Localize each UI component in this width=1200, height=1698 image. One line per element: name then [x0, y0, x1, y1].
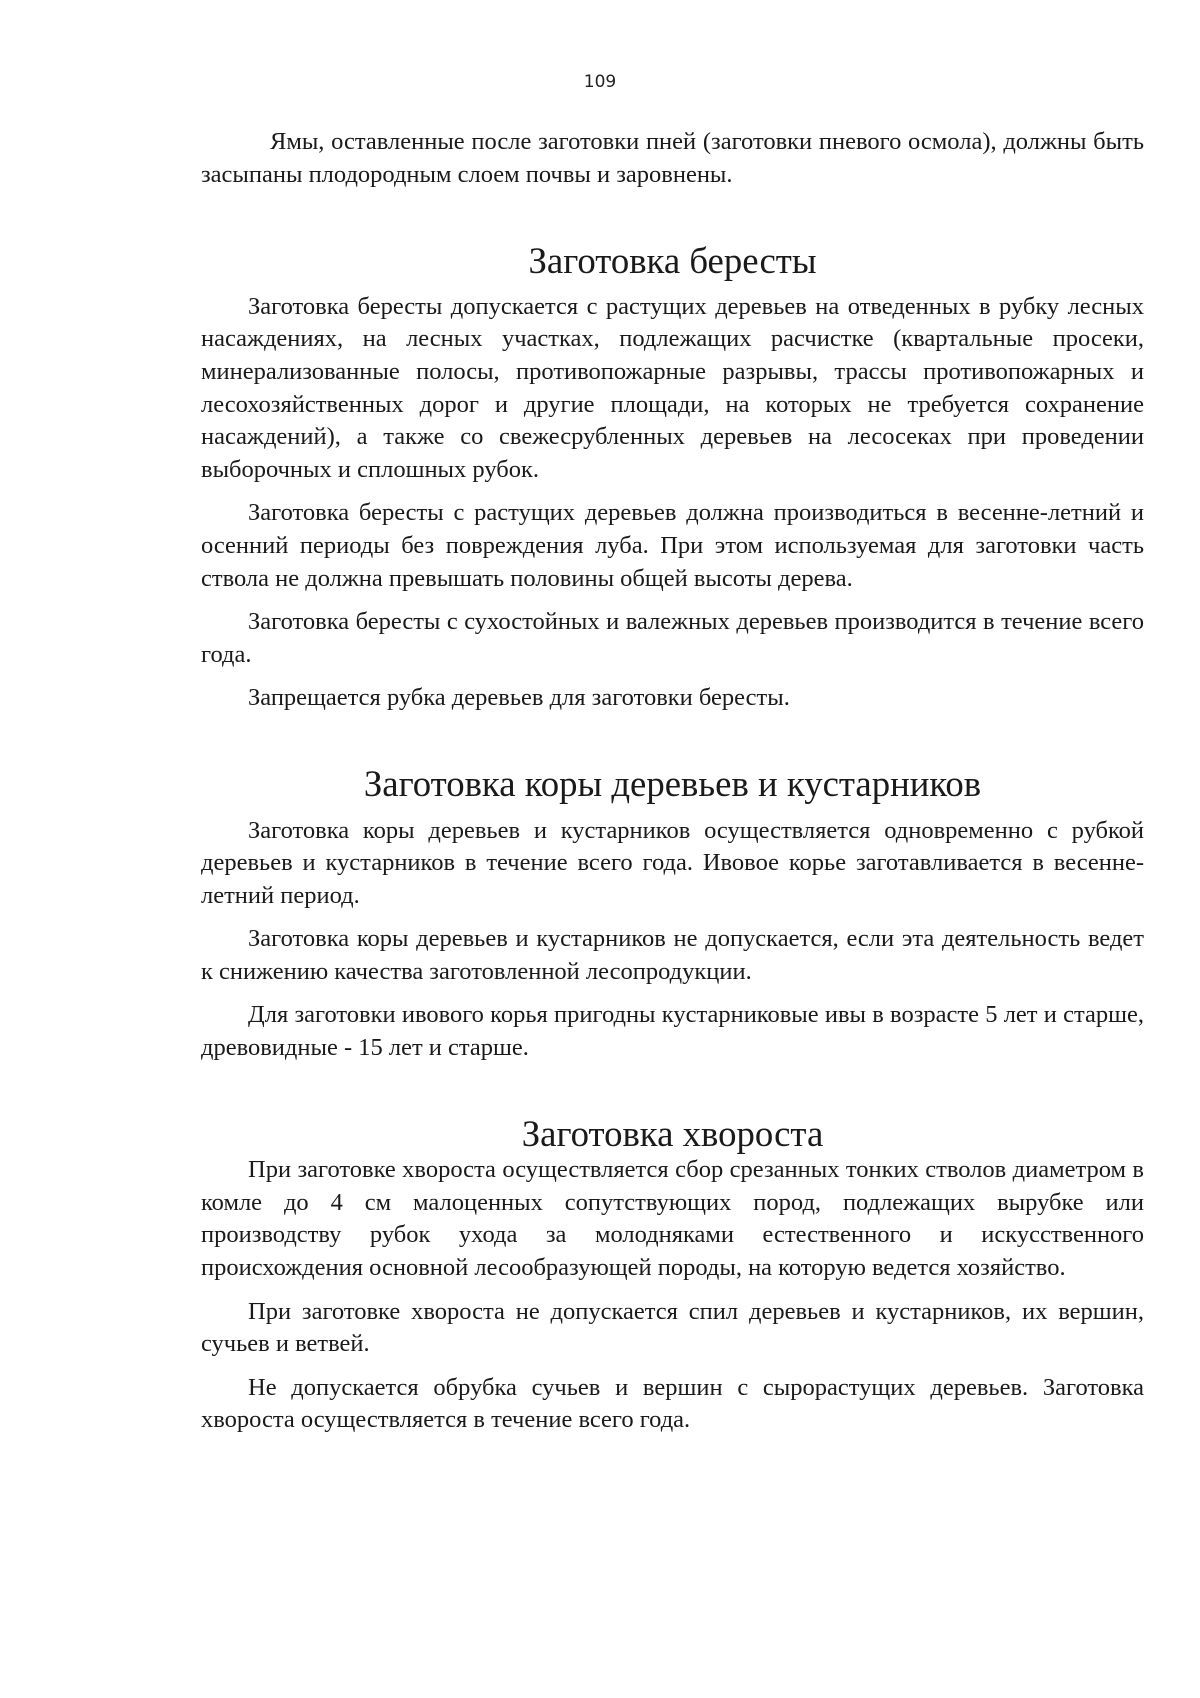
paragraph-birch-bark-3: Заготовка бересты с сухостойных и валежных деревьев производится в течение всего года. [201, 608, 1144, 668]
paragraph-birch-bark-2: Заготовка бересты с растущих деревьев должна производиться в весенне-летний и осенний периоды без повреждения луба. При этом используемая для заготовки часть ствола не должна превышать половины общей высоты дерева. [201, 499, 1144, 592]
paragraph-brushwood-1: При заготовке хвороста осуществляется сбор срезанных тонких стволов диаметром в комле до 4 см малоценных сопутствующих пород, подлежащих вырубке или производству рубок ухода за молодняками естественного и искусственного происхождения основной лесообразующей породы, на которую ведется хозяйство. [201, 1156, 1144, 1282]
paragraph-tree-bark-3: Для заготовки ивового корья пригодны кустарниковые ивы в возрасте 5 лет и старше, древовидные - 15 лет и старше. [201, 1001, 1144, 1062]
paragraph-brushwood-3: Не допускается обрубка сучьев и вершин с сырорастущих деревьев. Заготовка хвороста осуществляется в течение всего года. [201, 1373, 1144, 1434]
section-heading-birch-bark: Заготовка бересты [528, 240, 817, 282]
paragraph-birch-bark-4: Запрещается рубка деревьев для заготовки бересты. [248, 684, 790, 712]
section-heading-tree-bark: Заготовка коры деревьев и кустарников [363, 762, 982, 804]
page-number: 109 [583, 72, 617, 92]
page-content [201, 126, 1144, 1448]
paragraph-birch-bark-1: Заготовка бересты допускается с растущих деревьев на отведенных в рубку лесных насаждениях, на лесных участках, подлежащих расчистке (квартальные просеки, минерализованные полосы, противопожарные разрывы, трассы противопожарных и лесохозяйственных дорог и другие площади, на которых не требуется сохранение насаждений), а также со свежесрубленных деревьев на лесосеках при проведении выборочных и сплошных рубок. [201, 292, 1144, 483]
paragraph-brushwood-2: При заготовке хвороста не допускается спил деревьев и кустарников, их вершин, сучьев и ветвей. [201, 1297, 1144, 1358]
paragraph-pits-backfill: Ямы, оставленные после заготовки пней (заготовки пневого осмола), должны быть засыпаны плодородным слоем почвы и заровнены. [201, 128, 1144, 188]
paragraph-tree-bark-1: Заготовка коры деревьев и кустарников осуществляется одновременно с рубкой деревьев и кустарников в течение всего года. Ивовое корье заготавливается в весенне-летний период. [201, 816, 1144, 909]
section-heading-brushwood: Заготовка хвороста [521, 1112, 824, 1154]
paragraph-tree-bark-2: Заготовка коры деревьев и кустарников не допускается, если эта деятельность ведет к снижению качества заготовленной лесопродукции. [201, 925, 1144, 985]
